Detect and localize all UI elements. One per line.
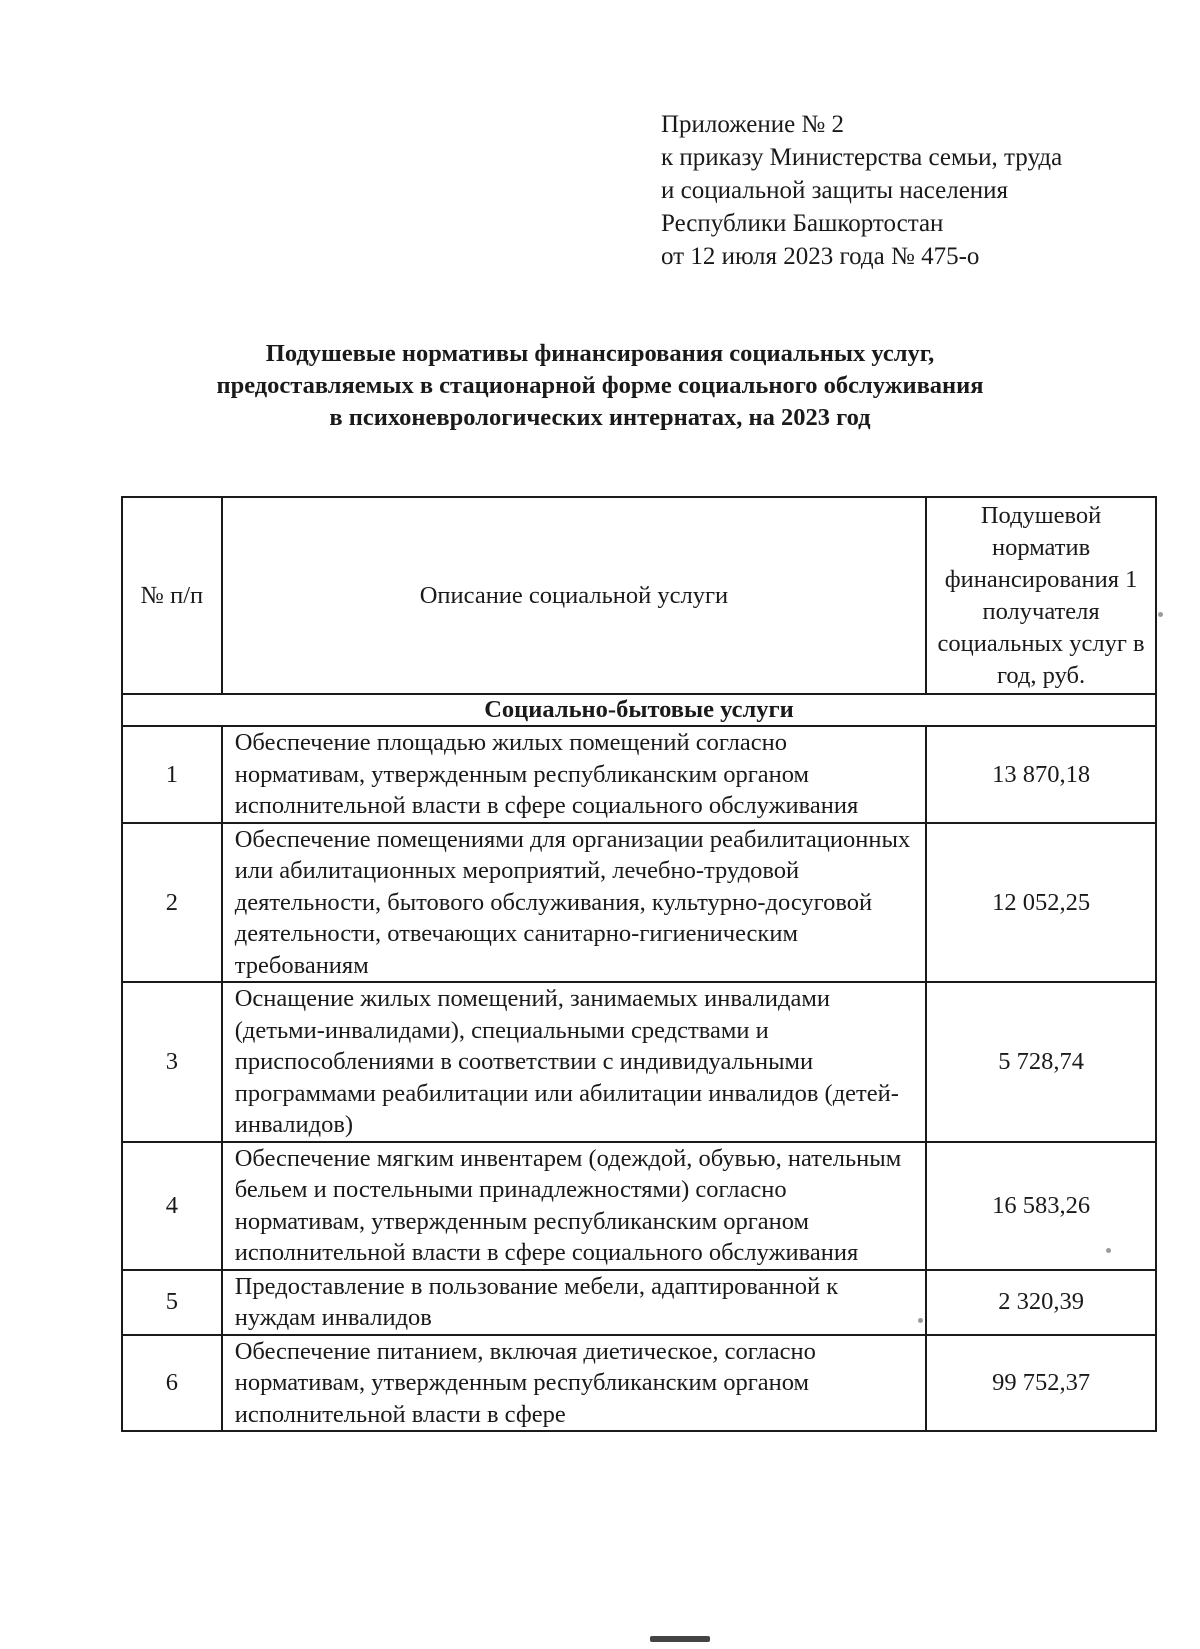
row-value: 5 728,74: [926, 982, 1156, 1142]
scan-edge-mark: [650, 1636, 710, 1642]
table-row: [122, 1270, 1156, 1335]
scan-speck: [918, 1318, 923, 1323]
row-num: 1: [122, 726, 222, 823]
row-description: Оснащение жилых помещений, занимаемых инвалидами (детьми-инвалидами), специальными средствами и приспособлениями в соответствии с индивидуальными программами реабилитации или абилитации инвалидов (детей-инвалидов): [222, 982, 926, 1142]
row-num: 6: [122, 1335, 222, 1432]
header-num: № п/п: [122, 497, 222, 694]
row-num: 5: [122, 1270, 222, 1335]
table-row: [122, 1142, 1156, 1270]
row-description: Обеспечение питанием, включая диетическое, согласно нормативам, утвержденным республиканским органом исполнительной власти в сфере: [222, 1335, 926, 1432]
row-num: 4: [122, 1142, 222, 1270]
appendix-line: Республики Башкортостан: [661, 210, 944, 237]
row-value: 99 752,37: [926, 1335, 1156, 1432]
title-line: предоставляемых в стационарной форме социального обслуживания: [216, 372, 984, 399]
header-value-text: Подушевой норматив финансирования 1 получателя социальных услуг в год, руб.: [937, 501, 1145, 689]
appendix-line: Приложение № 2: [661, 111, 845, 138]
row-num: 2: [122, 823, 222, 983]
section-title: Социально-бытовые услуги: [122, 694, 1156, 726]
norms-table: [121, 496, 1157, 1432]
row-value: 13 870,18: [926, 726, 1156, 823]
appendix-line: и социальной защиты населения: [661, 177, 1009, 204]
section-row: [122, 694, 1156, 726]
appendix-block: [661, 108, 1062, 273]
header-description: Описание социальной услуги: [222, 497, 926, 694]
row-description: Обеспечение мягким инвентарем (одеждой, обувью, нательным бельем и постельными принадлежностями) согласно нормативам, утвержденным республиканским органом исполнительной власти в сфере социального обслуживания: [222, 1142, 926, 1270]
table-row: [122, 726, 1156, 823]
document-title: [0, 338, 1200, 434]
table-row: [122, 1335, 1156, 1432]
row-value: 16 583,26: [926, 1142, 1156, 1270]
table-row: [122, 982, 1156, 1142]
title-line: в психоневрологических интернатах, на 2023 год: [329, 404, 871, 431]
table-row: [122, 823, 1156, 983]
row-description: Обеспечение помещениями для организации реабилитационных или абилитационных мероприятий, лечебно-трудовой деятельности, бытового обслуживания, культурно-досуговой деятельности, отвечающих санитарно-гигиеническим требованиям: [222, 823, 926, 983]
appendix-line: от 12 июля 2023 года № 475-о: [661, 243, 980, 270]
header-row: [122, 497, 1156, 694]
scan-speck: [1106, 1248, 1111, 1253]
row-num: 3: [122, 982, 222, 1142]
row-value: 2 320,39: [926, 1270, 1156, 1335]
header-value: [926, 497, 1156, 694]
row-description: Предоставление в пользование мебели, адаптированной к нуждам инвалидов: [222, 1270, 926, 1335]
row-value: 12 052,25: [926, 823, 1156, 983]
appendix-line: к приказу Министерства семьи, труда: [661, 144, 1063, 171]
row-description: Обеспечение площадью жилых помещений согласно нормативам, утвержденным республиканским органом исполнительной власти в сфере социального обслуживания: [222, 726, 926, 823]
title-line: Подушевые нормативы финансирования социальных услуг,: [265, 340, 935, 367]
scan-speck: [1158, 612, 1163, 617]
